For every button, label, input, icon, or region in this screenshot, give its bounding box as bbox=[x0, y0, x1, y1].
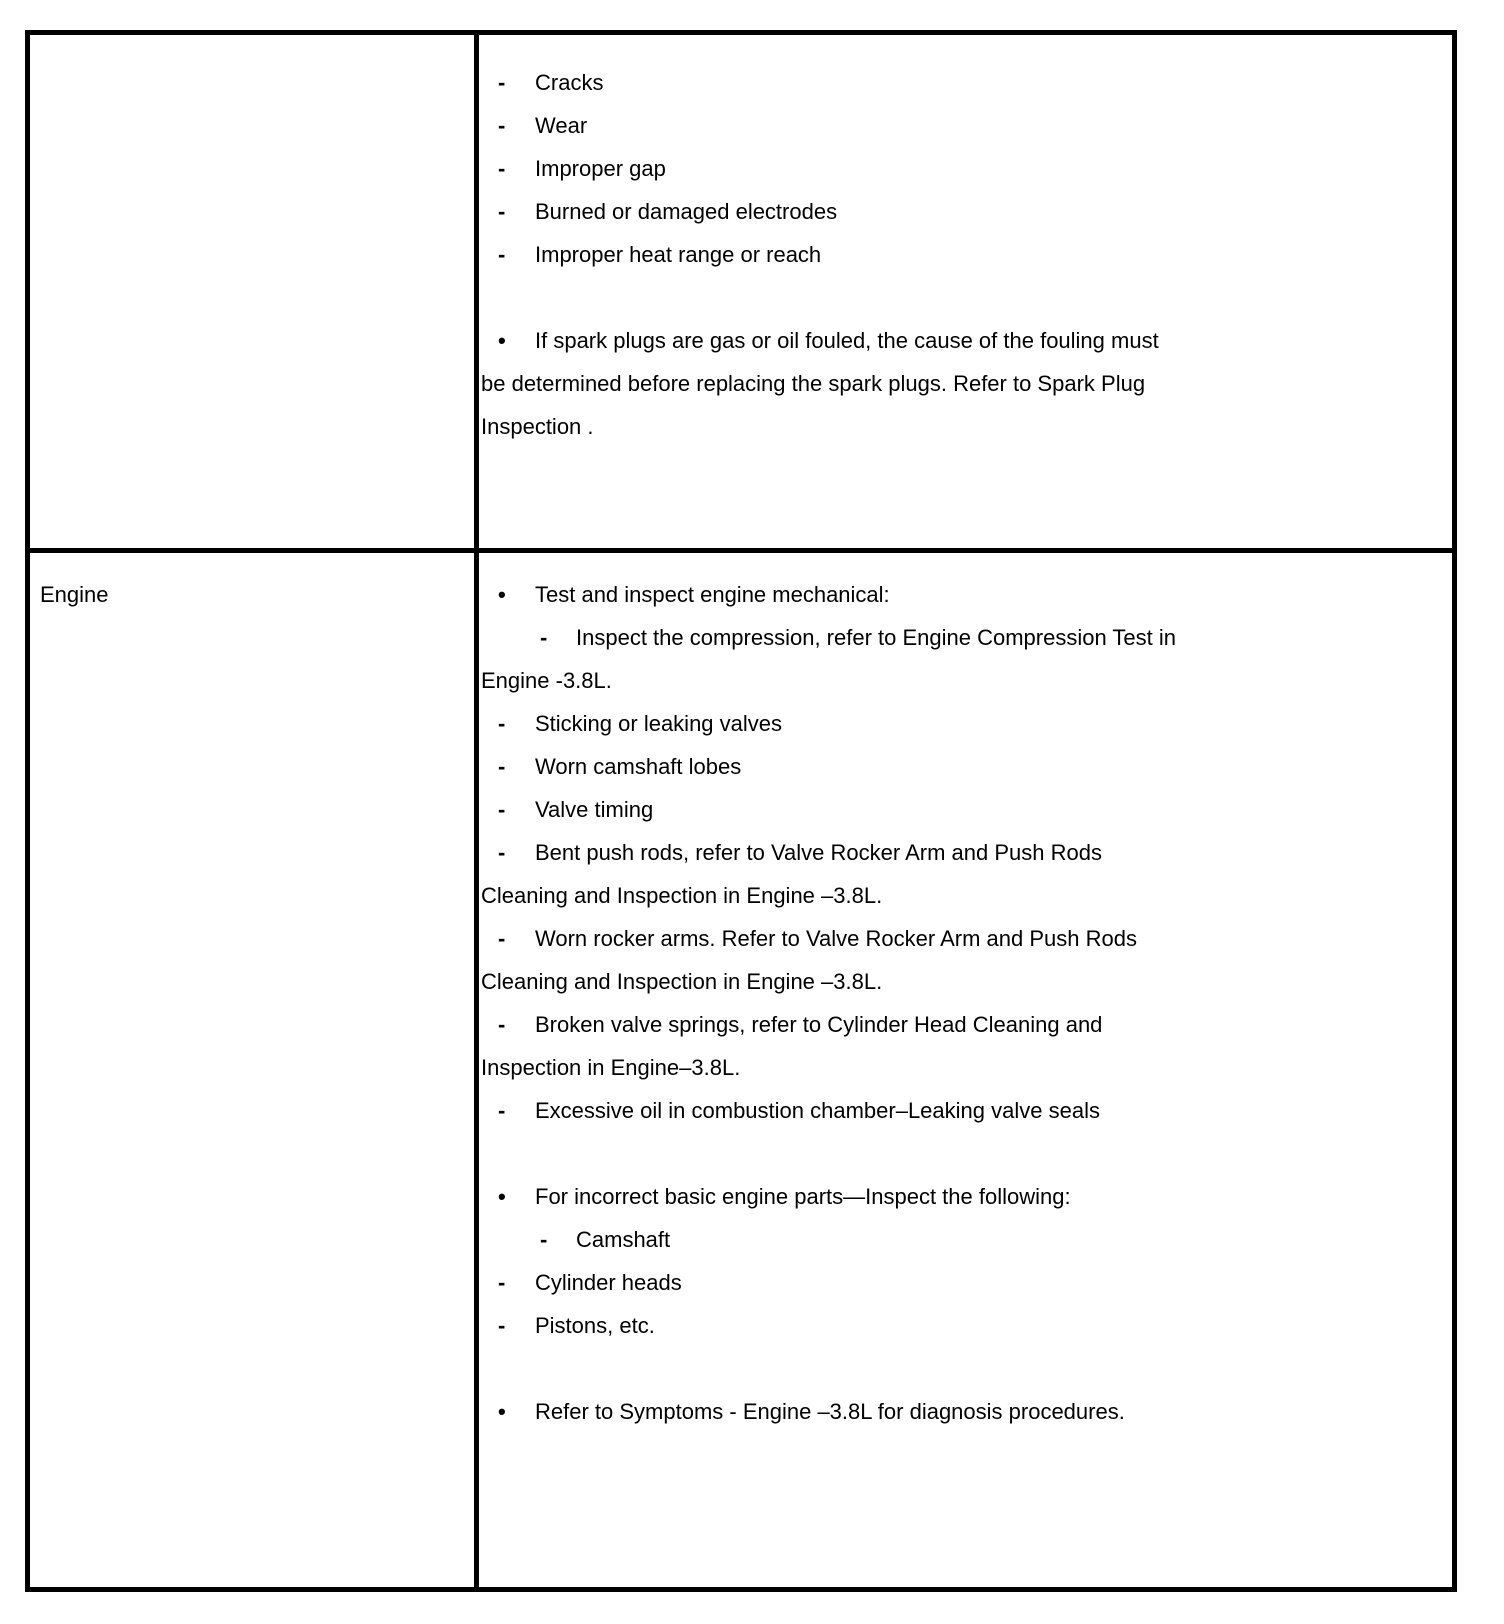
table-row-spark-plugs bbox=[30, 35, 1452, 553]
list-item-text: Worn rocker arms. Refer to Valve Rocker Arm and Push Rods bbox=[535, 926, 1137, 951]
list-item-line bbox=[481, 1261, 1446, 1304]
list-item-line bbox=[481, 917, 1446, 960]
system-label-cell bbox=[30, 35, 479, 548]
list-item-line bbox=[481, 616, 1446, 659]
list-item-text: For incorrect basic engine parts—Inspect the following: bbox=[535, 1184, 1071, 1209]
list-item-continuation: Cleaning and Inspection in Engine –3.8L. bbox=[481, 969, 883, 994]
list-item-continuation: Cleaning and Inspection in Engine –3.8L. bbox=[481, 883, 883, 908]
list-item-text: Sticking or leaking valves bbox=[535, 711, 783, 736]
list-item-text: Wear bbox=[535, 113, 588, 138]
list-item-line bbox=[481, 1390, 1446, 1433]
list-item-line bbox=[481, 1003, 1446, 1046]
list-item-text: Burned or damaged electrodes bbox=[535, 199, 838, 224]
table-row-engine bbox=[30, 553, 1452, 1587]
list-item-text: Worn camshaft lobes bbox=[535, 754, 742, 779]
list-item-text: Improper heat range or reach bbox=[535, 242, 822, 267]
inspection-content-cell bbox=[479, 553, 1452, 1587]
list-item-text: Bent push rods, refer to Valve Rocker Arm and Push Rods bbox=[535, 840, 1102, 865]
bullet-icon: • bbox=[498, 328, 506, 353]
list-item-line bbox=[481, 1218, 1446, 1261]
list-item-continuation: be determined before replacing the spark plugs. Refer to Spark Plug bbox=[481, 371, 1146, 396]
bullet-icon: • bbox=[498, 582, 506, 607]
dash-icon: - bbox=[498, 70, 506, 95]
list-item-line bbox=[481, 573, 1446, 616]
list-item-line bbox=[481, 1089, 1446, 1132]
list-item-continuation: Inspection in Engine–3.8L. bbox=[481, 1055, 741, 1080]
list-item-line bbox=[481, 319, 1446, 362]
dash-icon: - bbox=[498, 711, 506, 736]
dash-icon: - bbox=[498, 1012, 506, 1037]
dash-icon: - bbox=[498, 156, 506, 181]
list-item-continuation: Engine -3.8L. bbox=[481, 668, 612, 693]
list-item-text: Improper gap bbox=[535, 156, 666, 181]
dash-icon: - bbox=[498, 199, 506, 224]
list-item-text: If spark plugs are gas or oil fouled, the cause of the fouling must bbox=[535, 328, 1159, 353]
inspection-content-cell bbox=[479, 35, 1452, 548]
bullet-icon: • bbox=[498, 1399, 506, 1424]
dash-icon: - bbox=[540, 1227, 548, 1252]
dash-icon: - bbox=[498, 926, 506, 951]
list-item-text: Broken valve springs, refer to Cylinder Head Cleaning and bbox=[535, 1012, 1103, 1037]
list-item-text: Test and inspect engine mechanical: bbox=[535, 582, 890, 607]
list-item-continuation: Inspection . bbox=[481, 414, 594, 439]
system-label-cell: Engine bbox=[30, 553, 479, 1587]
list-item-line bbox=[481, 1304, 1446, 1347]
list-item-text: Cylinder heads bbox=[535, 1270, 682, 1295]
list-item-line bbox=[481, 147, 1446, 190]
blank-line bbox=[481, 1132, 1446, 1175]
list-item-text: Cracks bbox=[535, 70, 604, 95]
list-item-text: Camshaft bbox=[576, 1227, 671, 1252]
dash-icon: - bbox=[498, 1270, 506, 1295]
list-item-text: Valve timing bbox=[535, 797, 654, 822]
dash-icon: - bbox=[498, 754, 506, 779]
diagnostic-table bbox=[25, 30, 1457, 1592]
dash-icon: - bbox=[498, 797, 506, 822]
list-item-text: Inspect the compression, refer to Engine Compression Test in bbox=[576, 625, 1177, 650]
list-item-text: Refer to Symptoms - Engine –3.8L for diagnosis procedures. bbox=[535, 1399, 1125, 1424]
list-item-line bbox=[481, 788, 1446, 831]
dash-icon: - bbox=[498, 1098, 506, 1123]
blank-line bbox=[481, 276, 1446, 319]
list-item-line bbox=[481, 61, 1446, 104]
blank-line bbox=[481, 1347, 1446, 1390]
bullet-icon: • bbox=[498, 1184, 506, 1209]
list-item-text: Excessive oil in combustion chamber–Leaking valve seals bbox=[535, 1098, 1100, 1123]
list-item-line bbox=[481, 702, 1446, 745]
dash-icon: - bbox=[498, 242, 506, 267]
list-item-line bbox=[481, 233, 1446, 276]
list-item-line bbox=[481, 745, 1446, 788]
list-item-line bbox=[481, 831, 1446, 874]
list-item-line bbox=[481, 190, 1446, 233]
dash-icon: - bbox=[540, 625, 548, 650]
list-item-text: Pistons, etc. bbox=[535, 1313, 655, 1338]
dash-icon: - bbox=[498, 113, 506, 138]
list-item-line bbox=[481, 1175, 1446, 1218]
dash-icon: - bbox=[498, 840, 506, 865]
list-item-line bbox=[481, 104, 1446, 147]
dash-icon: - bbox=[498, 1313, 506, 1338]
